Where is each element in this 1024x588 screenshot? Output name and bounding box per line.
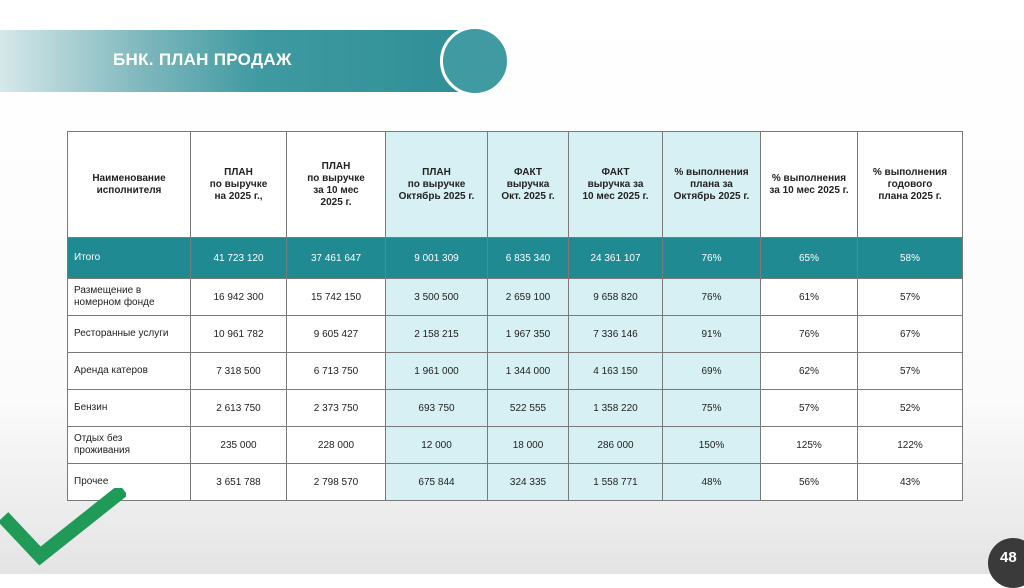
header-cell: ФАКТ выручка Окт. 2025 г. (488, 132, 569, 238)
value-cell: 522 555 (488, 390, 569, 427)
sales-plan-table (67, 131, 963, 501)
slide-title: БНК. ПЛАН ПРОДАЖ (113, 50, 292, 69)
total-row (68, 238, 963, 279)
table-row (68, 427, 963, 464)
title-circle-decoration (440, 26, 510, 96)
header-cell: ФАКТ выручка за 10 мес 2025 г. (569, 132, 663, 238)
value-cell: 69% (663, 353, 761, 390)
header-cell: ПЛАН по выручке Октябрь 2025 г. (386, 132, 488, 238)
value-cell: 9 001 309 (386, 238, 488, 279)
value-cell: 76% (663, 279, 761, 316)
value-cell: 43% (858, 464, 963, 501)
value-cell: 3 651 788 (191, 464, 287, 501)
value-cell: 7 318 500 (191, 353, 287, 390)
value-cell: 2 659 100 (488, 279, 569, 316)
value-cell: 235 000 (191, 427, 287, 464)
value-cell: 228 000 (287, 427, 386, 464)
value-cell: 57% (858, 353, 963, 390)
value-cell: 693 750 (386, 390, 488, 427)
value-cell: 2 373 750 (287, 390, 386, 427)
value-cell: 75% (663, 390, 761, 427)
value-cell: 324 335 (488, 464, 569, 501)
value-cell: 7 336 146 (569, 316, 663, 353)
row-name-cell: Аренда катеров (68, 353, 191, 390)
value-cell: 1 961 000 (386, 353, 488, 390)
row-name-cell: Итого (68, 238, 191, 279)
table-row (68, 464, 963, 501)
value-cell: 41 723 120 (191, 238, 287, 279)
value-cell: 9 658 820 (569, 279, 663, 316)
table-row (68, 316, 963, 353)
check-icon (0, 488, 126, 578)
header-cell: % выполнения плана за Октябрь 2025 г. (663, 132, 761, 238)
value-cell: 122% (858, 427, 963, 464)
value-cell: 56% (761, 464, 858, 501)
header-cell: Наименование исполнителя (68, 132, 191, 238)
value-cell: 61% (761, 279, 858, 316)
value-cell: 286 000 (569, 427, 663, 464)
table-header-row (68, 132, 963, 238)
value-cell: 1 344 000 (488, 353, 569, 390)
header-cell: % выполнения за 10 мес 2025 г. (761, 132, 858, 238)
value-cell: 2 798 570 (287, 464, 386, 501)
value-cell: 18 000 (488, 427, 569, 464)
value-cell: 125% (761, 427, 858, 464)
value-cell: 62% (761, 353, 858, 390)
value-cell: 2 613 750 (191, 390, 287, 427)
table-row (68, 390, 963, 427)
header-cell: ПЛАН по выручке за 10 мес 2025 г. (287, 132, 386, 238)
header-cell: ПЛАН по выручке на 2025 г., (191, 132, 287, 238)
value-cell: 6 835 340 (488, 238, 569, 279)
value-cell: 67% (858, 316, 963, 353)
row-name-cell: Отдых без проживания (68, 427, 191, 464)
value-cell: 4 163 150 (569, 353, 663, 390)
row-name-cell: Ресторанные услуги (68, 316, 191, 353)
value-cell: 48% (663, 464, 761, 501)
value-cell: 10 961 782 (191, 316, 287, 353)
value-cell: 24 361 107 (569, 238, 663, 279)
row-name-cell: Прочее (68, 464, 191, 501)
value-cell: 58% (858, 238, 963, 279)
value-cell: 1 358 220 (569, 390, 663, 427)
value-cell: 2 158 215 (386, 316, 488, 353)
value-cell: 1 967 350 (488, 316, 569, 353)
row-name-cell: Бензин (68, 390, 191, 427)
value-cell: 57% (761, 390, 858, 427)
value-cell: 3 500 500 (386, 279, 488, 316)
value-cell: 675 844 (386, 464, 488, 501)
value-cell: 1 558 771 (569, 464, 663, 501)
value-cell: 37 461 647 (287, 238, 386, 279)
value-cell: 91% (663, 316, 761, 353)
value-cell: 65% (761, 238, 858, 279)
value-cell: 6 713 750 (287, 353, 386, 390)
value-cell: 9 605 427 (287, 316, 386, 353)
table-row (68, 279, 963, 316)
value-cell: 76% (761, 316, 858, 353)
table-row (68, 353, 963, 390)
row-name-cell: Размещение в номерном фонде (68, 279, 191, 316)
value-cell: 52% (858, 390, 963, 427)
value-cell: 16 942 300 (191, 279, 287, 316)
page-number: 48 (1000, 549, 1017, 566)
value-cell: 15 742 150 (287, 279, 386, 316)
value-cell: 57% (858, 279, 963, 316)
value-cell: 150% (663, 427, 761, 464)
header-cell: % выполнения годового плана 2025 г. (858, 132, 963, 238)
value-cell: 12 000 (386, 427, 488, 464)
value-cell: 76% (663, 238, 761, 279)
